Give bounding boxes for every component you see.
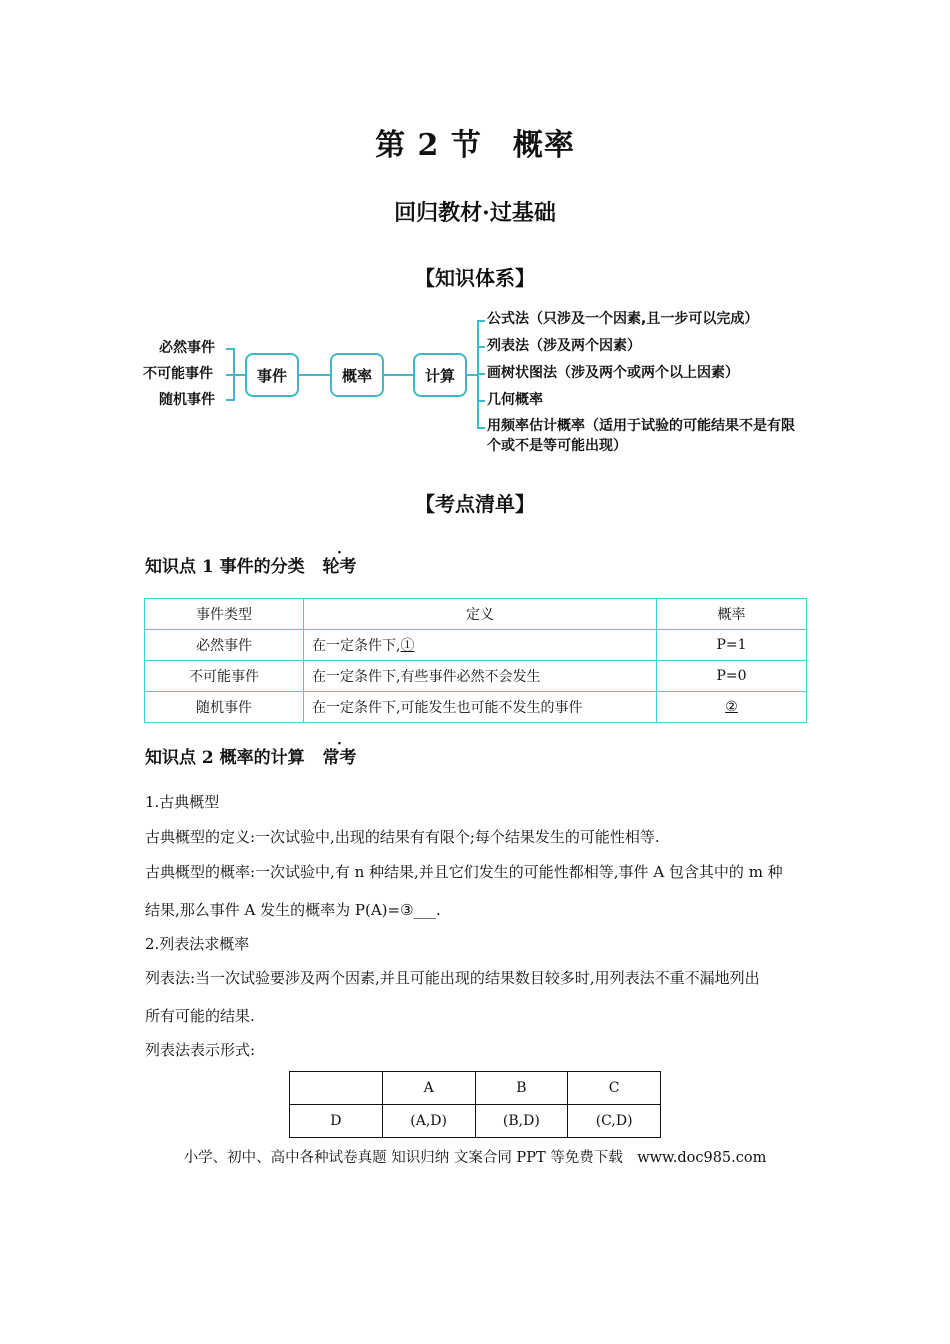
table-header-cell: C bbox=[568, 1072, 661, 1105]
kp2-label: 知识点 2 概率的计算 bbox=[145, 748, 305, 768]
table-cell: D bbox=[290, 1105, 383, 1138]
paragraph: 古典概型的概率:一次试验中,有 n 种结果,并且它们发生的可能性都相等,事件 A 包含其中的 m 种 bbox=[145, 863, 783, 881]
table-row bbox=[145, 692, 807, 723]
table-cell: (B,D) bbox=[475, 1105, 568, 1138]
table-header-row bbox=[290, 1072, 661, 1105]
connector-line bbox=[226, 348, 235, 350]
knowledge-diagram bbox=[0, 300, 950, 470]
connector-line bbox=[299, 374, 330, 376]
table-header-row bbox=[145, 599, 807, 630]
diagram-node-event: 事件 bbox=[245, 353, 299, 397]
page-subtitle: 回归教材·过基础 bbox=[394, 200, 556, 226]
connector-line bbox=[384, 374, 413, 376]
diagram-left-item: 必然事件 bbox=[159, 340, 215, 356]
table-cell: 必然事件 bbox=[145, 630, 304, 661]
table-header-cell: 事件类型 bbox=[145, 599, 304, 630]
diagram-right-item: 列表法（涉及两个因素） bbox=[487, 338, 641, 354]
paragraph: 列表法表示形式: bbox=[145, 1041, 256, 1059]
connector-line bbox=[477, 373, 485, 375]
table-header-cell: 概率 bbox=[657, 599, 807, 630]
table-row bbox=[290, 1105, 661, 1138]
paragraph: 所有可能的结果. bbox=[145, 1007, 255, 1025]
table-cell: (C,D) bbox=[568, 1105, 661, 1138]
table-cell bbox=[304, 630, 657, 661]
diagram-right-item: 几何概率 bbox=[487, 392, 543, 408]
diagram-left-item: 随机事件 bbox=[159, 392, 215, 408]
paragraph: 结果,那么事件 A 发生的概率为 P(A)=③___. bbox=[145, 901, 441, 919]
diagram-left-item: 不可能事件 bbox=[143, 366, 213, 382]
knowledge-point-1 bbox=[145, 552, 356, 577]
table-cell: 不可能事件 bbox=[145, 661, 304, 692]
connector-line bbox=[477, 400, 485, 402]
table-header-cell: A bbox=[382, 1072, 475, 1105]
table-cell: ② bbox=[657, 692, 807, 723]
knowledge-point-2 bbox=[145, 743, 356, 768]
event-classification-table bbox=[144, 598, 807, 723]
blank-marker: ① bbox=[400, 638, 415, 654]
page-title: 第 2 节 概率 bbox=[375, 128, 575, 163]
table-cell: 在一定条件下,有些事件必然不会发生 bbox=[304, 661, 657, 692]
connector-line bbox=[477, 346, 485, 348]
section-knowledge-system: 【知识体系】 bbox=[415, 266, 535, 290]
diagram-right-item: 画树状图法（涉及两个或两个以上因素） bbox=[487, 365, 739, 381]
table-header-cell: B bbox=[475, 1072, 568, 1105]
diagram-node-probability: 概率 bbox=[330, 353, 384, 397]
table-cell: 在一定条件下,可能发生也可能不发生的事件 bbox=[304, 692, 657, 723]
diagram-right-item: 用频率估计概率（适用于试验的可能结果不是有限 bbox=[487, 418, 795, 434]
table-cell: 随机事件 bbox=[145, 692, 304, 723]
paragraph-heading: 2.列表法求概率 bbox=[145, 935, 250, 953]
table-header-cell bbox=[290, 1072, 383, 1105]
diagram-node-calculation: 计算 bbox=[413, 353, 467, 397]
list-method-table bbox=[289, 1071, 661, 1138]
connector-line bbox=[477, 320, 485, 322]
table-cell: (A,D) bbox=[382, 1105, 475, 1138]
paragraph: 古典概型的定义:一次试验中,出现的结果有有限个;每个结果发生的可能性相等. bbox=[145, 828, 660, 846]
table-header-cell: 定义 bbox=[304, 599, 657, 630]
paragraph: 列表法:当一次试验要涉及两个因素,并且可能出现的结果数目较多时,用列表法不重不漏地列出 bbox=[145, 969, 760, 987]
kp2-tag: 常考 bbox=[322, 748, 357, 768]
paragraph-heading: 1.古典概型 bbox=[145, 793, 220, 811]
kp1-label: 知识点 1 事件的分类 bbox=[145, 557, 305, 577]
cell-text: 在一定条件下, bbox=[312, 638, 401, 654]
connector-line bbox=[235, 374, 245, 376]
connector-line bbox=[226, 399, 235, 401]
kp1-tag: 轮考 bbox=[322, 557, 357, 577]
table-row bbox=[145, 661, 807, 692]
table-cell: P=1 bbox=[657, 630, 807, 661]
table-cell: P=0 bbox=[657, 661, 807, 692]
diagram-right-item: 个或不是等可能出现） bbox=[487, 438, 627, 454]
diagram-right-item: 公式法（只涉及一个因素,且一步可以完成） bbox=[487, 311, 759, 327]
connector-line bbox=[477, 427, 485, 429]
page-footer: 小学、初中、高中各种试卷真题 知识归纳 文案合同 PPT 等免费下载 www.doc985.com bbox=[183, 1150, 767, 1166]
section-exam-points: 【考点清单】 bbox=[415, 492, 535, 516]
connector-line bbox=[226, 374, 235, 376]
table-row bbox=[145, 630, 807, 661]
connector-line bbox=[467, 374, 477, 376]
